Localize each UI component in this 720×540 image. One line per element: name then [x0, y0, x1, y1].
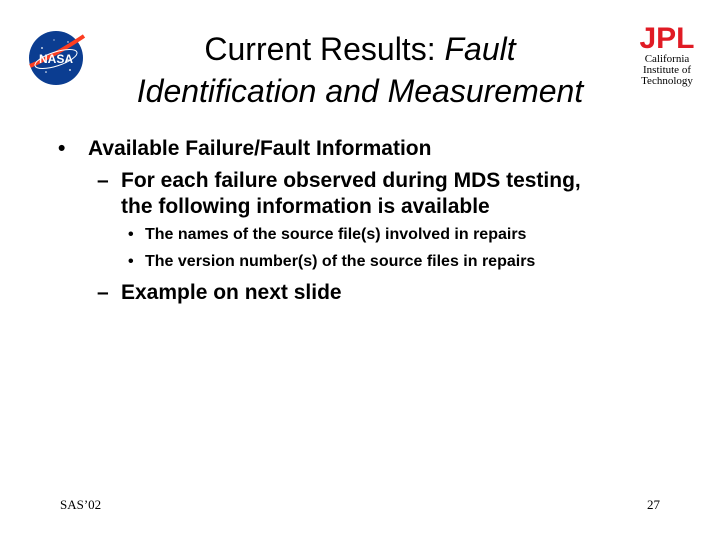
title-regular: Current Results: — [204, 31, 445, 67]
title-line2: Identification and Measurement — [136, 73, 584, 109]
dash-mark: – — [97, 281, 109, 304]
footer-conference-label: SAS’02 — [60, 497, 102, 512]
nasa-logo-text: NASA — [38, 52, 74, 66]
bullet-mark: • — [128, 253, 134, 270]
slide-title — [80, 28, 640, 112]
jpl-caption-line: Institute of — [643, 64, 691, 76]
bullet-text: For each failure observed during MDS testing, — [121, 169, 581, 192]
bullet-mark: • — [58, 137, 66, 160]
bullet-text: The names of the source file(s) involved in repairs — [145, 226, 527, 243]
bullet-level2-a-continued: the following information is available — [121, 195, 490, 218]
dash-mark: – — [97, 169, 109, 192]
jpl-caption — [630, 54, 704, 87]
bullet-level2-b — [97, 280, 342, 306]
bullet-level3 — [128, 225, 526, 245]
jpl-logo-block — [630, 22, 704, 92]
bullet-text: Available Failure/Fault Information — [88, 137, 432, 160]
bullet-level1 — [58, 136, 431, 162]
bullet-level2-a — [97, 168, 581, 194]
bullet-text: Example on next slide — [121, 281, 342, 304]
jpl-caption-line: Technology — [641, 75, 693, 87]
jpl-caption-line: California — [644, 53, 690, 65]
title-italic: Fault — [444, 31, 516, 67]
jpl-logo-text: JPL — [639, 22, 695, 52]
bullet-text: The version number(s) of the source files in repairs — [145, 253, 536, 270]
bullet-mark: • — [128, 226, 134, 243]
nasa-logo — [24, 26, 88, 90]
page-number: 27 — [647, 497, 660, 512]
jpl-logo — [636, 22, 698, 52]
bullet-level3 — [128, 252, 535, 272]
